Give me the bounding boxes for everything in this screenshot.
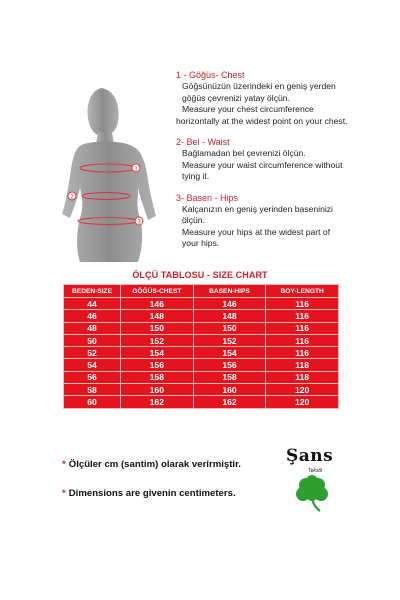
cell-size: 56 <box>64 371 121 383</box>
chest-en-line-1: Measure your chest circumference <box>182 104 314 115</box>
chest-tr-line-2: göğüs çevrenizi yatay ölçün. <box>182 92 290 103</box>
chest-section <box>176 70 394 127</box>
size-chart-header-row <box>64 285 339 298</box>
note-turkish <box>62 459 241 470</box>
body-measurement-figure <box>50 84 170 262</box>
cell-length: 118 <box>266 359 339 371</box>
cell-length: 116 <box>266 298 339 310</box>
cell-hips: 152 <box>193 334 266 346</box>
clover-icon <box>294 474 330 512</box>
cell-size: 44 <box>64 298 121 310</box>
cell-size: 60 <box>64 396 121 408</box>
cell-chest: 150 <box>121 322 194 334</box>
header-size: BEDEN-SIZE <box>64 285 121 298</box>
note-turkish-text: Ölçüler cm (santim) olarak verirmiştir. <box>68 459 241 470</box>
header-chest: GÖĞÜS-CHEST <box>121 285 194 298</box>
hips-tr-line-2: ölçün. <box>182 215 205 226</box>
cell-chest: 162 <box>121 396 194 408</box>
note-english-text: Dimensions are givenin centimeters. <box>68 488 236 499</box>
cell-chest: 146 <box>121 298 194 310</box>
cell-chest: 156 <box>121 359 194 371</box>
cell-chest: 148 <box>121 310 194 322</box>
cell-size: 48 <box>64 322 121 334</box>
table-row <box>64 310 339 322</box>
cell-hips: 154 <box>193 347 266 359</box>
hips-tr-line-1: Kalçanızın en geniş yerinden baseninizi <box>182 204 333 215</box>
header-length: BOY-LENGTH <box>266 285 339 298</box>
cell-length: 120 <box>266 384 339 396</box>
table-row <box>64 298 339 310</box>
logo-name: Şans <box>286 446 334 466</box>
asterisk: * <box>62 488 66 499</box>
hips-section <box>176 193 394 250</box>
cell-length: 120 <box>266 396 339 408</box>
svg-text:3: 3 <box>137 219 141 226</box>
header-hips: BASEN-HIPS <box>193 285 266 298</box>
cell-hips: 156 <box>193 359 266 371</box>
table-row <box>64 347 339 359</box>
marker-3 <box>135 217 143 226</box>
waist-en-line-2: tying it. <box>182 171 210 182</box>
svg-text:1: 1 <box>134 166 138 173</box>
brand-logo <box>282 446 342 516</box>
cell-chest: 160 <box>121 384 194 396</box>
chest-en-line-2: horizontally at the widest point on your chest. <box>176 115 348 126</box>
cell-hips: 160 <box>193 384 266 396</box>
cell-size: 58 <box>64 384 121 396</box>
table-row <box>64 396 339 408</box>
cell-length: 116 <box>266 347 339 359</box>
waist-section <box>176 137 394 183</box>
cell-hips: 146 <box>193 298 266 310</box>
logo-subtitle: Tekstil <box>308 468 322 474</box>
hips-title: 3- Basen - Hips <box>176 192 239 203</box>
svg-text:2: 2 <box>70 194 74 201</box>
cell-length: 116 <box>266 310 339 322</box>
marker-1 <box>132 164 140 173</box>
marker-2 <box>68 192 76 201</box>
cell-hips: 162 <box>193 396 266 408</box>
silhouette-illustration <box>50 84 170 262</box>
cell-size: 46 <box>64 310 121 322</box>
cell-length: 118 <box>266 371 339 383</box>
cell-size: 54 <box>64 359 121 371</box>
size-chart-table <box>63 284 339 409</box>
cell-hips: 158 <box>193 371 266 383</box>
torso-shape <box>62 142 156 263</box>
table-row <box>64 359 339 371</box>
chest-tr-line-1: Göğsünüzün üzerindeki en geniş yerden <box>182 81 336 92</box>
cell-hips: 148 <box>193 310 266 322</box>
cell-length: 116 <box>266 322 339 334</box>
asterisk: * <box>62 459 66 470</box>
hips-en-line-2: your hips. <box>182 238 220 249</box>
hips-en-line-1: Measure your hips at the widest part of <box>182 226 331 237</box>
cell-chest: 154 <box>121 347 194 359</box>
measurement-instructions <box>176 70 394 260</box>
note-english <box>62 488 236 499</box>
table-row <box>64 371 339 383</box>
size-chart-title: ÖLÇÜ TABLOSU - SIZE CHART <box>132 270 268 280</box>
head-shape <box>88 88 119 136</box>
cell-length: 116 <box>266 334 339 346</box>
cell-chest: 158 <box>121 371 194 383</box>
cell-chest: 152 <box>121 334 194 346</box>
waist-title: 2- Bel - Waist <box>176 137 230 148</box>
table-row <box>64 384 339 396</box>
waist-en-line-1: Measure your waist circumference without <box>182 159 343 170</box>
table-row <box>64 322 339 334</box>
waist-tr-line-1: Bağlamadan bel çevrenizi ölçün. <box>182 148 306 159</box>
cell-size: 50 <box>64 334 121 346</box>
chest-title: 1 - Göğüs- Chest <box>176 70 245 80</box>
cell-size: 52 <box>64 347 121 359</box>
cell-hips: 150 <box>193 322 266 334</box>
table-row <box>64 334 339 346</box>
